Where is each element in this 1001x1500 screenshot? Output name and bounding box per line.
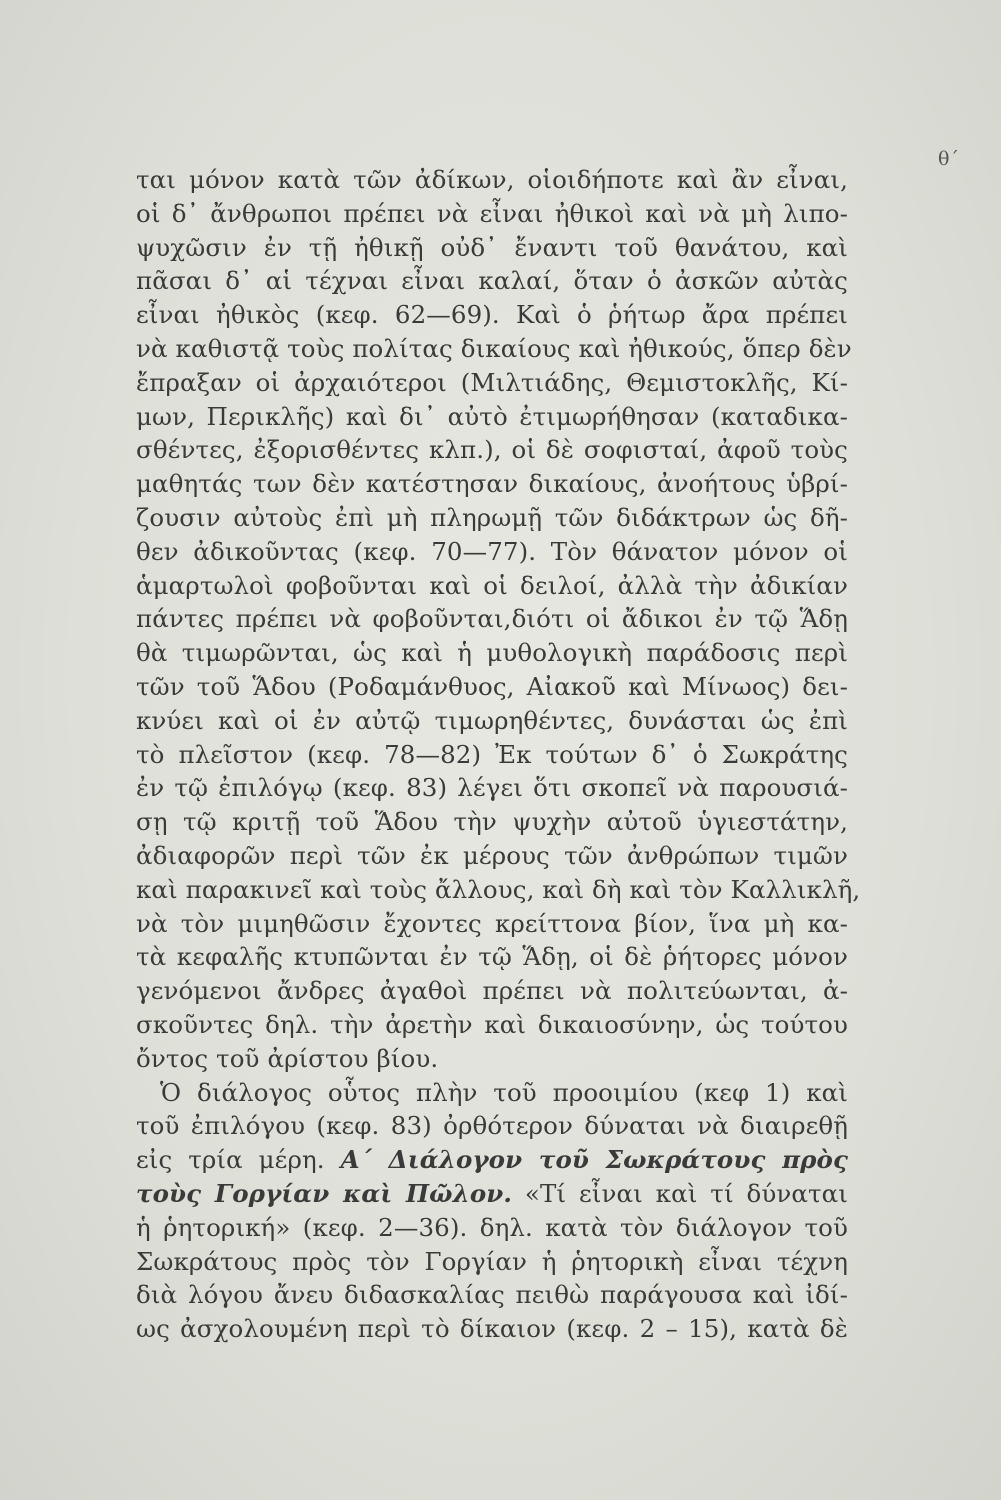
text-line: ὄντος τοῦ ἀρίστου βίου. — [136, 1043, 439, 1073]
text-line: τοῦ ἐπιλόγου (κεφ. 83) ὀρθότερον δύναται νὰ διαιρεθῇ — [136, 1111, 848, 1141]
text-line: τῶν τοῦ Ἅδου (Ροδαμάνθυος, Αἰακοῦ καὶ Μίνωος) δει- — [136, 671, 848, 701]
text-line: γενόμενοι ἄνδρες ἀγαθοὶ πρέπει νὰ πολιτεύωνται, ἀ- — [136, 976, 848, 1006]
text-line: θεν ἀδικοῦντας (κεφ. 70—77). Τὸν θάνατον μόνον οἱ — [136, 536, 848, 566]
text-line: καὶ παρακινεῖ καὶ τοὺς ἄλλους, καὶ δὴ καὶ τὸν Καλλικλῆ, — [136, 874, 861, 904]
body-text — [136, 163, 861, 1346]
text-line: ψυχῶσιν ἐν τῇ ἠθικῇ οὐδ᾽ ἔναντι τοῦ θανάτου, καὶ — [136, 232, 848, 262]
text-line: σθέντες, ἐξορισθέντες κλπ.), οἱ δὲ σοφισταί, ἀφοῦ τοὺς — [136, 435, 848, 465]
text-line: σκοῦντες δηλ. τὴν ἀρετὴν καὶ δικαιοσύνην, ὡς τούτου — [136, 1009, 848, 1039]
text-line: διὰ λόγου ἄνευ διδασκαλίας πειθὼ παράγουσα καὶ ἰδί- — [136, 1280, 848, 1310]
text-line: ἁμαρτωλοὶ φοβοῦνται καὶ οἱ δειλοί, ἀλλὰ τὴν ἀδικίαν — [136, 570, 848, 600]
text-line-with-heading — [136, 1143, 848, 1177]
text-line: ζουσιν αὐτοὺς ἐπὶ μὴ πληρωμῇ τῶν διδάκτρων ὡς δῆ- — [136, 502, 848, 532]
text-line: νὰ τὸν μιμηθῶσιν ἔχοντες κρείττονα βίον, ἵνα μὴ κα- — [136, 908, 848, 938]
section-heading-a-cont: τοὺς Γοργίαν καὶ Πῶλον. — [136, 1178, 513, 1208]
text-line: εἶναι ἠθικὸς (κεφ. 62—69). Καὶ ὁ ῥήτωρ ἄρα πρέπει — [136, 300, 848, 330]
section-heading-a: Α΄ Διάλογον τοῦ Σωκράτους πρὸς — [340, 1145, 849, 1175]
text-line: ως ἀσχολουμένη περὶ τὸ δίκαιον (κεφ. 2 – 15), κατὰ δὲ — [136, 1314, 848, 1344]
text-line: μαθητάς των δὲν κατέστησαν δικαίους, ἀνοήτους ὑβρί- — [136, 469, 848, 499]
text-line: μων, Περικλῆς) καὶ δι᾽ αὐτὸ ἐτιμωρήθησαν (καταδικα- — [136, 401, 848, 431]
text-line: θὰ τιμωρῶνται, ὡς καὶ ἡ μυθολογικὴ παράδοσις περὶ — [136, 638, 848, 668]
text-line: Σωκράτους πρὸς τὸν Γοργίαν ἡ ῥητορικὴ εἶναι τέχνη — [136, 1246, 848, 1276]
text-line: ἀδιαφορῶν περὶ τῶν ἐκ μέρους τῶν ἀνθρώπων τιμῶν — [136, 840, 848, 870]
text-line: τὸ πλεῖστον (κεφ. 78—82) Ἐκ τούτων δ᾽ ὁ Σωκράτης — [136, 739, 848, 769]
text-line: ἡ ῥητορική» (κεφ. 2—36). δηλ. κατὰ τὸν διάλογον τοῦ — [136, 1212, 848, 1242]
text-line: νὰ καθιστᾷ τοὺς πολίτας δικαίους καὶ ἠθικούς, ὅπερ δὲν — [136, 333, 852, 363]
text-line: ἔπραξαν οἱ ἀρχαιότεροι (Μιλτιάδης, Θεμιστοκλῆς, Κί- — [136, 367, 848, 397]
paragraph-start-line: Ὁ διάλογος οὗτος πλὴν τοῦ προοιμίου (κεφ 1) καὶ — [160, 1077, 848, 1107]
line-text: εἰς τρία μέρη. — [136, 1145, 341, 1175]
text-line: ται μόνον κατὰ τῶν ἀδίκων, οἱοιδήποτε καὶ ἂν εἶναι, — [136, 165, 848, 194]
page-number: θ΄ — [938, 148, 959, 170]
text-line: τὰ κεφαλῆς κτυπῶνται ἐν τῷ Ἅδῃ, οἱ δὲ ῥήτορες μόνον — [136, 942, 848, 972]
text-line: ἐν τῷ ἐπιλόγῳ (κεφ. 83) λέγει ὅτι σκοπεῖ νὰ παρουσιά- — [136, 773, 848, 803]
text-line: πάντες πρέπει νὰ φοβοῦνται,διότι οἱ ἄδικοι ἐν τῷ Ἅδῃ — [136, 604, 848, 634]
text-line-with-heading — [136, 1177, 848, 1211]
text-line: κνύει καὶ οἱ ἐν αὐτῷ τιμωρηθέντες, δυνάσται ὡς ἐπὶ — [136, 705, 848, 735]
text-line: σῃ τῷ κριτῇ τοῦ Ἅδου τὴν ψυχὴν αὐτοῦ ὑγιεστάτην, — [136, 807, 848, 837]
text-line: πᾶσαι δ᾽ αἱ τέχναι εἶναι καλαί, ὅταν ὁ ἀσκῶν αὐτὰς — [136, 266, 848, 296]
line-text: «Τί εἶναι καὶ τί δύναται — [512, 1178, 849, 1208]
text-line: οἱ δ᾽ ἄνθρωποι πρέπει νὰ εἶναι ἠθικοὶ καὶ νὰ μὴ λιπο- — [136, 198, 848, 228]
